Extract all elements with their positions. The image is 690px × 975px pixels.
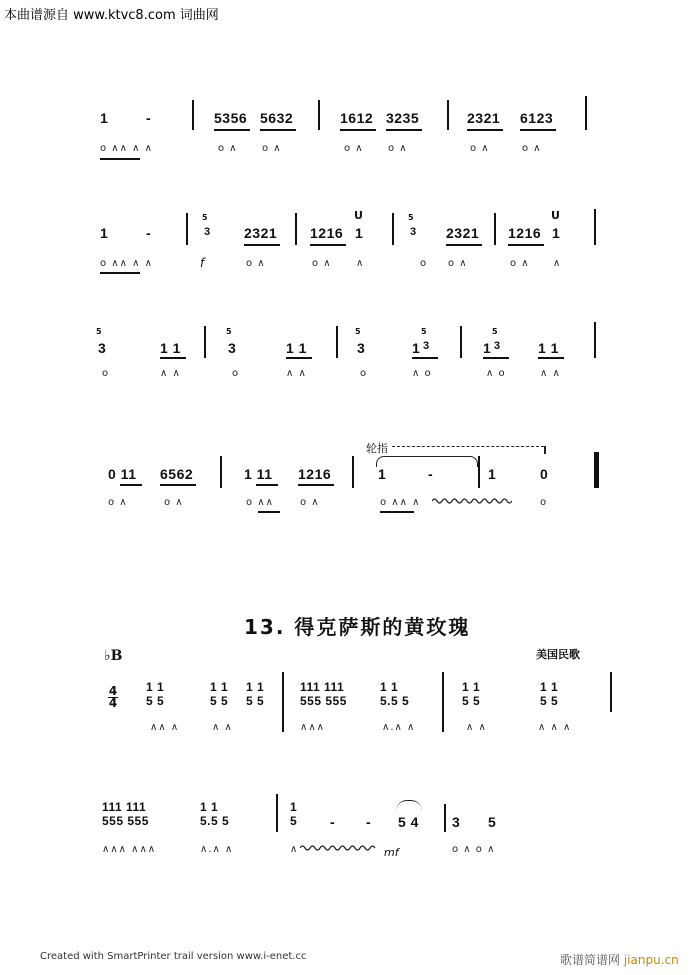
watermark-url: jianpu.cn <box>623 953 679 967</box>
note-lower: 555 555 <box>102 814 149 828</box>
footer-credit: Created with SmartPrinter trail version www.i-enet.cc <box>40 951 307 962</box>
strum-marks: o ∧∧ ∧ ∧ <box>100 258 153 269</box>
note: 1 <box>552 225 561 241</box>
bar-line <box>594 322 596 358</box>
note-lower: 5.5 5 <box>380 694 410 708</box>
strum-marks: o ∧∧ ∧ <box>380 497 421 508</box>
strum-marks: ∧ <box>553 258 562 269</box>
strum-marks: o ∧ <box>312 258 332 269</box>
note: 1 1 <box>538 340 559 356</box>
strum-marks: ∧ <box>290 844 299 855</box>
technique-label: 轮指 <box>366 442 388 455</box>
grace-note: 3 <box>410 226 417 238</box>
note-upper: 1 1 <box>540 680 559 694</box>
time-sig-top: 4 <box>108 684 118 698</box>
note: 1 <box>100 110 109 126</box>
grace-note: 5 <box>408 213 414 222</box>
bar-line <box>295 213 297 245</box>
underline <box>214 129 250 131</box>
bar-line <box>220 456 222 488</box>
final-bar-line <box>594 452 599 488</box>
strum-marks: o ∧ <box>218 143 238 154</box>
time-signature <box>108 686 118 709</box>
strum-marks: o <box>540 497 548 508</box>
bar-line <box>460 326 462 358</box>
underline <box>386 129 422 131</box>
note: - <box>330 814 336 830</box>
grace-note: 5 <box>421 327 427 336</box>
note-lower: 555 555 <box>300 694 347 708</box>
underline <box>380 511 414 513</box>
note-upper: 111 111 <box>300 680 345 694</box>
note: 5356 <box>214 110 248 126</box>
strum-marks: o ∧ <box>388 143 408 154</box>
grace-note: 5 <box>96 327 102 336</box>
note: 3 <box>98 340 107 356</box>
note: - <box>146 110 152 126</box>
note: 5 <box>488 814 497 830</box>
bar-line <box>318 100 320 130</box>
strum-marks: o ∧ <box>470 143 490 154</box>
note: 6123 <box>520 110 554 126</box>
bar-line <box>186 213 188 245</box>
grace-note: 3 <box>204 226 211 238</box>
note: 1 <box>378 466 387 482</box>
note-lower: 5 5 <box>246 694 265 708</box>
tie-arc <box>376 456 478 467</box>
bar-line <box>282 672 284 732</box>
watermark <box>560 951 679 968</box>
note-upper: 1 <box>290 800 298 814</box>
note-upper: 1 1 <box>200 800 219 814</box>
strum-marks: ∧ o <box>486 368 506 379</box>
song-title <box>244 611 470 640</box>
underline <box>483 357 509 359</box>
underline <box>258 511 280 513</box>
note-upper: 111 111 <box>102 800 147 814</box>
technique-span-line <box>392 446 544 447</box>
underline <box>446 244 482 246</box>
tremolo-wave <box>432 496 512 506</box>
note: 2321 <box>446 225 480 241</box>
note-lower: 5 5 <box>462 694 481 708</box>
strum-marks: o ∧ <box>262 143 282 154</box>
note-upper: 1 1 <box>246 680 265 694</box>
technique-span-end <box>544 446 546 454</box>
bar-line <box>442 672 444 732</box>
bar-line <box>352 456 354 488</box>
strum-marks: ∧ ∧ <box>466 722 487 733</box>
note: 1612 <box>340 110 374 126</box>
note: 1216 <box>298 466 332 482</box>
underline <box>286 357 312 359</box>
song-title-text: 得克萨斯的黄玫瑰 <box>294 615 471 639</box>
grace-note: 5 <box>202 213 208 222</box>
underline <box>260 129 296 131</box>
strum-marks: ∧∧ ∧ <box>150 722 180 733</box>
time-sig-bottom: 4 <box>108 696 118 710</box>
bar-line <box>478 456 480 488</box>
note: 1 <box>488 466 497 482</box>
strum-marks: o ∧ <box>300 497 320 508</box>
bar-line <box>494 213 496 245</box>
strum-marks: ∧∧∧ <box>300 722 325 733</box>
bar-line <box>585 96 587 130</box>
note: 0 11 <box>108 466 137 482</box>
site-header: 本曲谱源自 www.ktvc8.com 词曲网 <box>4 8 219 23</box>
underline <box>160 484 196 486</box>
bar-line <box>447 100 449 130</box>
grace-note: 3 <box>423 340 430 352</box>
slur-arc <box>396 800 422 811</box>
note: 3 <box>452 814 461 830</box>
bar-line <box>444 804 446 832</box>
strum-marks: ∧ ∧ <box>212 722 233 733</box>
note: 0 <box>540 466 549 482</box>
underline <box>538 357 564 359</box>
grace-note: 5 <box>492 327 498 336</box>
strum-marks: ∧ ∧ <box>160 368 181 379</box>
strum-marks: ∧.∧ ∧ <box>382 722 416 733</box>
strum-marks: o ∧∧ <box>246 497 274 508</box>
note: 1 1 <box>286 340 307 356</box>
strum-marks: o ∧ o ∧ <box>452 844 496 855</box>
note-lower: 5 5 <box>146 694 165 708</box>
note: 1 <box>412 340 421 356</box>
strum-marks: o <box>232 368 240 379</box>
note-lower: 5.5 5 <box>200 814 230 828</box>
strum-marks: ∧ ∧ <box>286 368 307 379</box>
bar-line <box>276 794 278 832</box>
strum-marks: o ∧ <box>522 143 542 154</box>
note: - <box>146 225 152 241</box>
note: 1216 <box>310 225 344 241</box>
note: 5 <box>290 814 298 828</box>
bar-line <box>204 326 206 358</box>
dynamic-mark: mf <box>384 846 399 859</box>
note: 3 <box>357 340 366 356</box>
strum-marks: o ∧ <box>164 497 184 508</box>
underline <box>508 244 544 246</box>
fermata: U <box>354 209 363 222</box>
note-upper: 1 1 <box>146 680 165 694</box>
note: 1 1 <box>160 340 181 356</box>
underline <box>160 357 186 359</box>
strum-marks: o ∧ <box>448 258 468 269</box>
bar-line <box>192 100 194 130</box>
note: 1 <box>100 225 109 241</box>
bar-line <box>594 209 596 245</box>
dynamic-mark: f <box>200 256 205 270</box>
key-signature: ♭B <box>104 648 123 664</box>
underline <box>100 158 140 160</box>
note: 1 11 <box>244 466 273 482</box>
note: 3 <box>228 340 237 356</box>
strum-marks: ∧ o <box>412 368 432 379</box>
strum-marks: ∧.∧ ∧ <box>200 844 234 855</box>
song-number: 13. <box>244 615 286 639</box>
watermark-cn: 歌谱简谱网 <box>560 953 621 967</box>
underline <box>467 129 503 131</box>
note-lower: 5 5 <box>210 694 229 708</box>
underline <box>120 484 142 486</box>
strum-marks: ∧ ∧ <box>540 368 561 379</box>
strum-marks: o ∧∧ ∧ ∧ <box>100 143 153 154</box>
grace-note: 5 <box>226 327 232 336</box>
strum-marks: o ∧ <box>344 143 364 154</box>
note: - <box>428 466 434 482</box>
note: 1 <box>483 340 492 356</box>
note-upper: 1 1 <box>210 680 229 694</box>
grace-note: 5 <box>355 327 361 336</box>
note: 6562 <box>160 466 194 482</box>
bar-line <box>336 326 338 358</box>
underline <box>310 244 346 246</box>
song-origin: 美国民歌 <box>536 648 580 661</box>
note: 1216 <box>508 225 542 241</box>
bar-line <box>392 213 394 245</box>
strum-marks: o ∧ <box>510 258 530 269</box>
note: 2321 <box>467 110 501 126</box>
strum-marks: ∧∧∧ ∧∧∧ <box>102 844 157 855</box>
note: - <box>366 814 372 830</box>
underline <box>412 357 438 359</box>
strum-marks: o ∧ <box>246 258 266 269</box>
underline <box>256 484 278 486</box>
strum-marks: ∧ ∧ ∧ <box>538 722 572 733</box>
note: 3235 <box>386 110 420 126</box>
underline <box>340 129 376 131</box>
note-upper: 1 1 <box>380 680 399 694</box>
strum-marks: o ∧ <box>108 497 128 508</box>
underline <box>100 272 140 274</box>
note: 2321 <box>244 225 278 241</box>
note-lower: 5 5 <box>540 694 559 708</box>
underline <box>520 129 556 131</box>
underline <box>244 244 280 246</box>
note-upper: 1 1 <box>462 680 481 694</box>
bar-line <box>610 672 612 712</box>
fermata: U <box>551 209 560 222</box>
strum-marks: o <box>360 368 368 379</box>
strum-marks: o <box>102 368 110 379</box>
strum-marks: o <box>420 258 428 269</box>
underline <box>298 484 334 486</box>
note: 3 <box>494 340 501 352</box>
note: 5 4 <box>398 814 419 830</box>
strum-marks: ∧ <box>356 258 365 269</box>
note: 5632 <box>260 110 294 126</box>
note: 1 <box>355 225 364 241</box>
tremolo-wave <box>300 843 376 853</box>
